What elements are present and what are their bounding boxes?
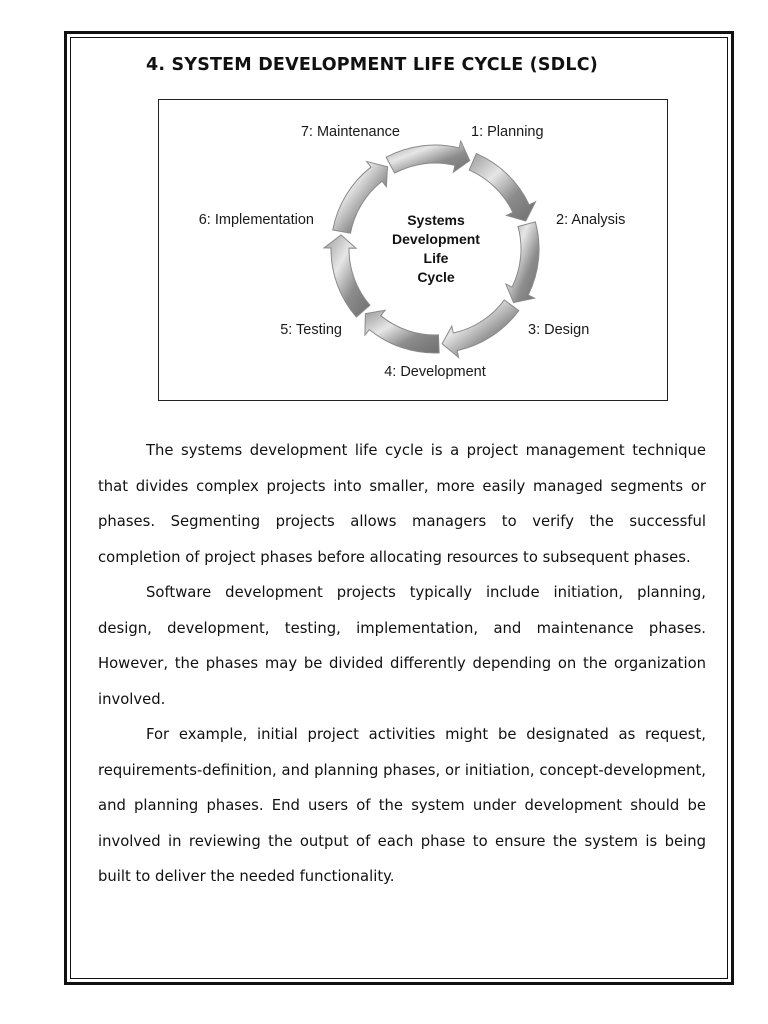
sdlc-cycle-diagram xyxy=(159,100,669,402)
section-heading: 4. SYSTEM DEVELOPMENT LIFE CYCLE (SDLC) xyxy=(146,55,598,75)
phase-label-planning: 1: Planning xyxy=(471,124,544,140)
center-label-line-2: Development xyxy=(392,231,480,247)
phase-label-development: 4: Development xyxy=(384,364,486,380)
paragraph-1: The systems development life cycle is a project management technique that divides complex projects into smaller, more easily managed segments or phases. Segmenting projects allows managers to verify the successful completion of project phases before allocating resources to subsequent phases. xyxy=(98,442,706,566)
center-label-line-1: Systems xyxy=(407,212,465,228)
phase-label-testing: 5: Testing xyxy=(280,322,342,338)
cycle-arrow-segment xyxy=(324,235,370,317)
cycle-arrow-segment xyxy=(365,310,439,353)
center-label-line-3: Life xyxy=(423,250,449,266)
cycle-arrow-segment xyxy=(506,222,539,303)
phase-label-implementation: 6: Implementation xyxy=(198,212,314,228)
paragraph-2: Software development projects typically include initiation, planning, design, development, testing, implementation, and maintenance phases. However, the phases may be divided differently depending on the organization involved. xyxy=(98,584,706,708)
phase-label-analysis: 2: Analysis xyxy=(556,212,626,228)
phase-label-design: 3: Design xyxy=(528,322,590,338)
cycle-arrow-segment xyxy=(469,154,535,221)
phase-label-maintenance: 7: Maintenance xyxy=(300,124,400,140)
sdlc-figure xyxy=(158,99,668,401)
cycle-arrow-segment xyxy=(386,141,470,173)
paragraph-3: For example, initial project activities might be designated as request, requirements-definition, and planning phases, or initiation, concept-development, and planning phases. End users of the system under development should be involved in reviewing the output of each phase to ensure the system is being built to deliver the needed functionality. xyxy=(98,726,706,885)
cycle-arrow-segment xyxy=(333,162,388,234)
cycle-arrow-segment xyxy=(442,300,519,358)
center-label-line-4: Cycle xyxy=(417,269,455,285)
body-text xyxy=(98,433,706,895)
